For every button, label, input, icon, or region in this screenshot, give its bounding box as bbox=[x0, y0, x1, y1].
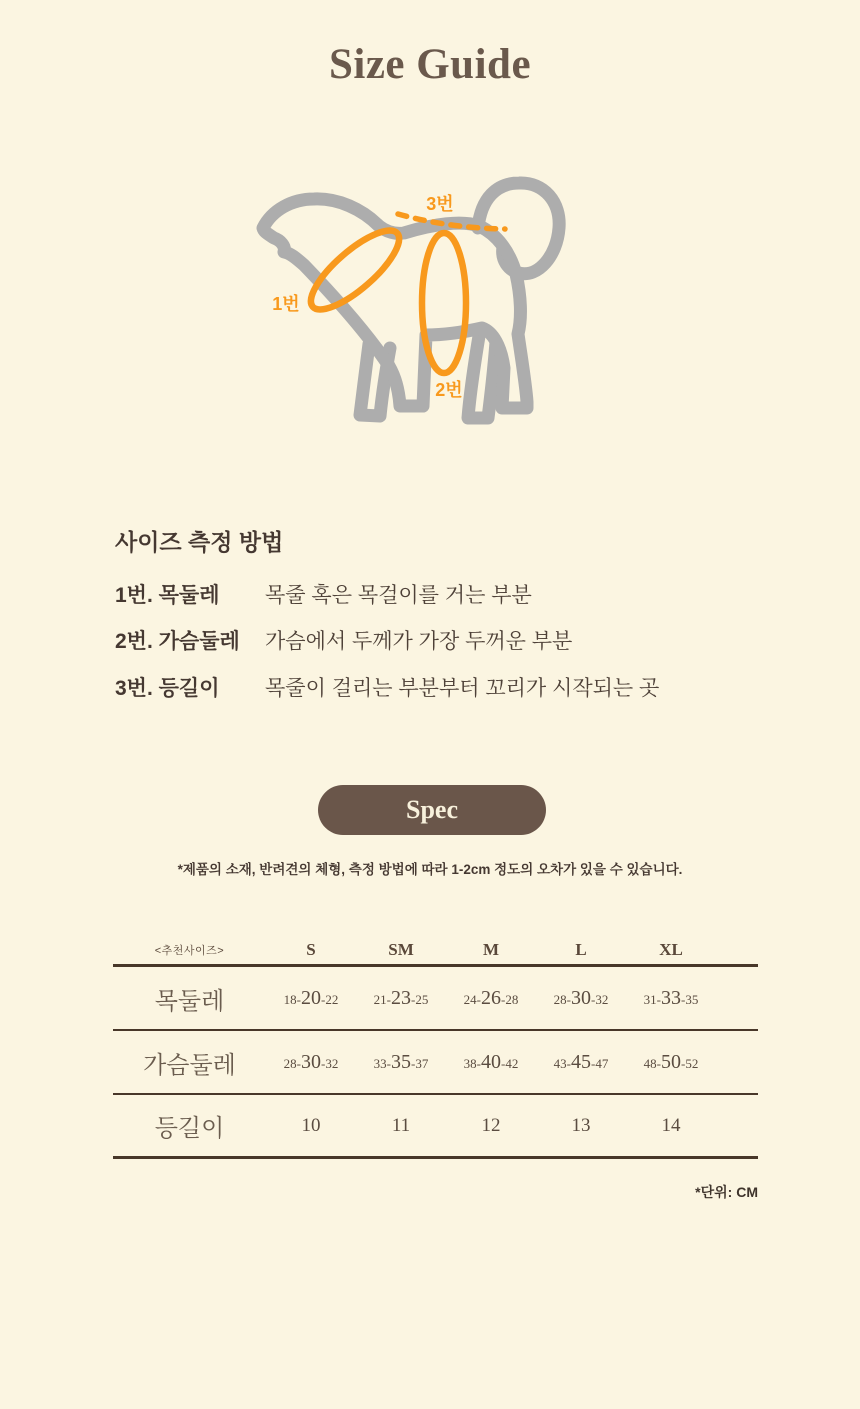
size-range-mid: 35 bbox=[391, 1050, 411, 1073]
size-range-max: 52 bbox=[685, 1055, 699, 1071]
guide-item-chest bbox=[115, 629, 760, 655]
size-cell bbox=[266, 1115, 356, 1137]
size-range-separator: - bbox=[501, 991, 506, 1007]
row-label: 가슴둘레 bbox=[143, 1051, 236, 1079]
size-range-separator: - bbox=[656, 1055, 661, 1071]
size-cell bbox=[626, 1115, 716, 1137]
size-range-max: 35 bbox=[685, 991, 699, 1007]
size-range-separator: - bbox=[386, 1055, 391, 1071]
dog-measurement-diagram bbox=[230, 170, 630, 450]
size-range-separator: - bbox=[476, 991, 481, 1007]
size-value: 14 bbox=[661, 1114, 681, 1136]
size-cell bbox=[356, 1051, 446, 1074]
size-range-max: 25 bbox=[415, 991, 429, 1007]
size-range-mid: 30 bbox=[301, 1050, 321, 1073]
size-cell bbox=[536, 987, 626, 1010]
size-range-max: 37 bbox=[415, 1055, 429, 1071]
recommended-size-corner-label: <추천사이즈> bbox=[154, 945, 225, 957]
size-range-separator: - bbox=[566, 1055, 571, 1071]
size-range-mid: 20 bbox=[301, 986, 321, 1009]
size-range-separator: - bbox=[591, 1055, 596, 1071]
size-range-max: 28 bbox=[505, 991, 519, 1007]
guide-item-description: 목줄이 걸리는 부분부터 꼬리가 시작되는 곳 bbox=[265, 676, 660, 700]
size-range-max: 32 bbox=[595, 991, 609, 1007]
size-range-mid: 45 bbox=[571, 1050, 591, 1073]
size-cell bbox=[266, 1051, 356, 1074]
size-range-min: 43 bbox=[553, 1055, 567, 1071]
size-range-separator: - bbox=[681, 1055, 686, 1071]
size-spec-table bbox=[113, 936, 758, 1159]
size-cell bbox=[446, 987, 536, 1010]
size-range-mid: 40 bbox=[481, 1050, 501, 1073]
neck-measure-label: 1번 bbox=[272, 294, 300, 314]
row-label: 등길이 bbox=[154, 1115, 225, 1142]
dog-outline-illustration bbox=[263, 183, 559, 418]
size-range-max: 32 bbox=[325, 1055, 339, 1071]
size-value: 11 bbox=[391, 1114, 411, 1136]
size-value: 10 bbox=[301, 1114, 321, 1136]
size-range-mid: 50 bbox=[661, 1050, 681, 1073]
unit-note: *단위: CM bbox=[695, 1184, 758, 1200]
size-range-separator: - bbox=[476, 1055, 481, 1071]
size-table-header-row bbox=[113, 936, 758, 967]
spec-button[interactable]: Spec bbox=[318, 785, 546, 835]
size-range-separator: - bbox=[501, 1055, 506, 1071]
size-range-separator: - bbox=[411, 1055, 416, 1071]
size-cell bbox=[626, 987, 716, 1010]
size-range-separator: - bbox=[566, 991, 571, 1007]
size-range-separator: - bbox=[296, 991, 301, 1007]
size-range-separator: - bbox=[296, 1055, 301, 1071]
size-range-separator: - bbox=[656, 991, 661, 1007]
size-range-separator: - bbox=[681, 991, 686, 1007]
guide-item-back-length bbox=[115, 676, 760, 702]
size-cell bbox=[356, 1115, 446, 1137]
guide-item-description: 목줄 혹은 목걸이를 거는 부분 bbox=[265, 584, 532, 607]
size-range-separator: - bbox=[591, 991, 596, 1007]
size-range-min: 48 bbox=[643, 1055, 657, 1071]
size-range-separator: - bbox=[386, 991, 391, 1007]
size-value: 13 bbox=[571, 1114, 591, 1136]
page-title: Size Guide bbox=[328, 41, 532, 88]
measurement-guide-section bbox=[115, 524, 760, 722]
chest-measure-ellipse bbox=[422, 233, 466, 373]
size-range-min: 33 bbox=[373, 1055, 387, 1071]
back-length-label: 3번 bbox=[426, 194, 454, 214]
size-range-max: 47 bbox=[595, 1055, 609, 1071]
size-range-mid: 23 bbox=[391, 986, 411, 1009]
guide-item-neck bbox=[115, 583, 760, 609]
size-cell bbox=[536, 1115, 626, 1137]
size-cell bbox=[626, 1051, 716, 1074]
size-range-min: 38 bbox=[463, 1055, 477, 1071]
table-row-chest bbox=[113, 1031, 758, 1095]
table-row-neck bbox=[113, 967, 758, 1031]
column-header-sm: SM bbox=[388, 940, 414, 959]
size-range-separator: - bbox=[321, 1055, 326, 1071]
guide-item-label: 3번. 등길이 bbox=[115, 676, 220, 700]
column-header-xl: XL bbox=[659, 940, 683, 959]
size-range-min: 24 bbox=[463, 991, 477, 1007]
size-cell bbox=[356, 987, 446, 1010]
size-range-min: 28 bbox=[283, 1055, 297, 1071]
size-range-mid: 26 bbox=[481, 986, 501, 1009]
table-row-back-length bbox=[113, 1095, 758, 1159]
chest-measure-label: 2번 bbox=[435, 380, 463, 400]
tolerance-note: *제품의 소재, 반려견의 체형, 측정 방법에 따라 1-2cm 정도의 오차가 있을 수 있습니다. bbox=[177, 862, 683, 877]
size-value: 12 bbox=[481, 1114, 501, 1136]
size-cell bbox=[266, 987, 356, 1010]
guide-item-label: 1번. 목둘레 bbox=[115, 584, 220, 607]
column-header-m: M bbox=[482, 940, 500, 959]
size-range-min: 31 bbox=[643, 991, 657, 1007]
size-cell bbox=[536, 1051, 626, 1074]
size-range-separator: - bbox=[321, 991, 326, 1007]
size-range-max: 22 bbox=[325, 991, 339, 1007]
size-range-min: 28 bbox=[553, 991, 567, 1007]
size-range-mid: 33 bbox=[661, 986, 681, 1009]
size-range-max: 42 bbox=[505, 1055, 519, 1071]
column-header-s: S bbox=[306, 940, 316, 959]
column-header-l: L bbox=[575, 940, 587, 959]
guide-item-label: 2번. 가슴둘레 bbox=[115, 630, 240, 654]
row-label: 목둘레 bbox=[154, 987, 225, 1015]
size-range-min: 18 bbox=[283, 991, 297, 1007]
size-cell bbox=[446, 1115, 536, 1137]
size-range-min: 21 bbox=[373, 991, 387, 1007]
guide-item-description: 가슴에서 두께가 가장 두꺼운 부분 bbox=[265, 630, 573, 654]
size-range-mid: 30 bbox=[571, 986, 591, 1009]
size-cell bbox=[446, 1051, 536, 1074]
size-range-separator: - bbox=[411, 991, 416, 1007]
measurement-guide-heading: 사이즈 측정 방법 bbox=[115, 529, 284, 555]
